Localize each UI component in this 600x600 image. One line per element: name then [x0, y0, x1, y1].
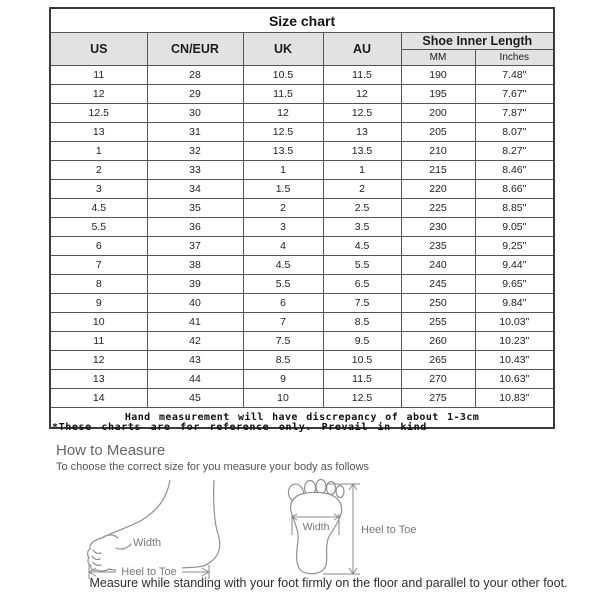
table-cell: 11 [50, 66, 147, 85]
table-cell: 45 [147, 389, 243, 408]
table-cell: 13.5 [323, 142, 401, 161]
table-cell: 9 [243, 370, 323, 389]
table-cell: 7 [50, 256, 147, 275]
table-cell: 9.5 [323, 332, 401, 351]
table-cell: 255 [401, 313, 475, 332]
table-row [50, 199, 554, 218]
table-cell: 10.43" [475, 351, 554, 370]
col-group-shoe-inner-length: Shoe Inner Length [401, 33, 554, 50]
table-cell: 43 [147, 351, 243, 370]
table-cell: 205 [401, 123, 475, 142]
foot-side-sketch [88, 480, 220, 571]
table-cell: 7 [243, 313, 323, 332]
col-header-mm: MM [401, 50, 475, 66]
table-cell: 12 [50, 85, 147, 104]
table-row [50, 66, 554, 85]
table-cell: 10 [243, 389, 323, 408]
table-cell: 3 [243, 218, 323, 237]
table-row [50, 313, 554, 332]
table-cell: 4.5 [323, 237, 401, 256]
col-header-inches: Inches [475, 50, 554, 66]
table-cell: 2 [50, 161, 147, 180]
table-cell: 3 [50, 180, 147, 199]
table-row [50, 104, 554, 123]
table-cell: 9.05" [475, 218, 554, 237]
size-chart-table [49, 7, 555, 429]
table-row [50, 237, 554, 256]
measure-caption: Measure while standing with your foot firmly on the floor and parallel to your other foot. [89, 576, 568, 590]
table-cell: 1 [50, 142, 147, 161]
table-cell: 11 [50, 332, 147, 351]
table-cell: 28 [147, 66, 243, 85]
table-cell: 4.5 [243, 256, 323, 275]
table-cell: 42 [147, 332, 243, 351]
table-cell: 31 [147, 123, 243, 142]
size-table-body [50, 66, 554, 408]
table-cell: 7.48" [475, 66, 554, 85]
table-cell: 9.44" [475, 256, 554, 275]
table-cell: 5.5 [323, 256, 401, 275]
table-cell: 195 [401, 85, 475, 104]
table-cell: 1 [243, 161, 323, 180]
table-cell: 6.5 [323, 275, 401, 294]
footprint-heel-to-toe-dimension [323, 484, 416, 574]
reference-note: *These charts are for reference only. Prevail in kind [52, 422, 427, 433]
table-row [50, 123, 554, 142]
table-cell: 35 [147, 199, 243, 218]
table-cell: 32 [147, 142, 243, 161]
table-cell: 190 [401, 66, 475, 85]
table-row [50, 351, 554, 370]
table-cell: 13 [323, 123, 401, 142]
table-cell: 220 [401, 180, 475, 199]
table-cell: 7.87" [475, 104, 554, 123]
table-cell: 12.5 [50, 104, 147, 123]
table-cell: 8.46" [475, 161, 554, 180]
table-cell: 6 [243, 294, 323, 313]
table-cell: 260 [401, 332, 475, 351]
table-row [50, 389, 554, 408]
table-row [50, 180, 554, 199]
table-cell: 12.5 [323, 389, 401, 408]
table-cell: 9.25" [475, 237, 554, 256]
col-header-cn-eur: CN/EUR [147, 33, 243, 66]
foot-side-view-diagram [86, 480, 236, 582]
table-cell: 5.5 [243, 275, 323, 294]
table-cell: 270 [401, 370, 475, 389]
table-cell: 2 [323, 180, 401, 199]
table-cell: 245 [401, 275, 475, 294]
table-cell: 6 [50, 237, 147, 256]
table-cell: 200 [401, 104, 475, 123]
table-cell: 275 [401, 389, 475, 408]
table-cell: 11.5 [323, 370, 401, 389]
table-cell: 235 [401, 237, 475, 256]
table-cell: 2 [243, 199, 323, 218]
table-cell: 4.5 [50, 199, 147, 218]
table-title: Size chart [50, 8, 554, 33]
table-row [50, 142, 554, 161]
table-cell: 8.07" [475, 123, 554, 142]
table-cell: 265 [401, 351, 475, 370]
table-cell: 7.5 [323, 294, 401, 313]
table-cell: 10 [50, 313, 147, 332]
table-cell: 29 [147, 85, 243, 104]
table-cell: 7.5 [243, 332, 323, 351]
table-row [50, 370, 554, 389]
table-cell: 13 [50, 123, 147, 142]
table-cell: 210 [401, 142, 475, 161]
table-header-row [50, 33, 554, 50]
table-cell: 41 [147, 313, 243, 332]
how-to-measure-intro: To choose the correct size for you measure your body as follows [56, 461, 370, 473]
table-footer-note: Hand measurement will have discrepancy of about 1-3cm [50, 408, 554, 429]
table-cell: 230 [401, 218, 475, 237]
table-cell: 44 [147, 370, 243, 389]
table-cell: 8 [50, 275, 147, 294]
table-cell: 8.66" [475, 180, 554, 199]
col-header-us: US [50, 33, 147, 66]
side-heel-to-toe-label: Heel to Toe [121, 566, 177, 578]
table-cell: 34 [147, 180, 243, 199]
table-cell: 250 [401, 294, 475, 313]
table-cell: 8.27" [475, 142, 554, 161]
table-cell: 240 [401, 256, 475, 275]
table-cell: 9 [50, 294, 147, 313]
table-cell: 10.5 [323, 351, 401, 370]
table-cell: 10.83" [475, 389, 554, 408]
table-cell: 2.5 [323, 199, 401, 218]
table-cell: 40 [147, 294, 243, 313]
table-cell: 38 [147, 256, 243, 275]
table-cell: 7.67" [475, 85, 554, 104]
table-row [50, 332, 554, 351]
table-cell: 12 [323, 85, 401, 104]
table-cell: 8.5 [323, 313, 401, 332]
table-cell: 10.63" [475, 370, 554, 389]
table-cell: 39 [147, 275, 243, 294]
table-cell: 1.5 [243, 180, 323, 199]
footprint-width-label: Width [302, 521, 330, 533]
table-cell: 12.5 [323, 104, 401, 123]
table-cell: 9.65" [475, 275, 554, 294]
table-cell: 13.5 [243, 142, 323, 161]
table-cell: 13 [50, 370, 147, 389]
table-cell: 33 [147, 161, 243, 180]
table-row [50, 294, 554, 313]
table-cell: 10.5 [243, 66, 323, 85]
table-cell: 1 [323, 161, 401, 180]
table-cell: 37 [147, 237, 243, 256]
table-cell: 8.5 [243, 351, 323, 370]
table-cell: 36 [147, 218, 243, 237]
how-to-measure-heading: How to Measure [56, 442, 166, 459]
table-row [50, 85, 554, 104]
table-cell: 215 [401, 161, 475, 180]
footprint-top-view-diagram [283, 478, 433, 583]
table-cell: 10.23" [475, 332, 554, 351]
side-width-label: Width [133, 537, 162, 549]
table-cell: 12 [243, 104, 323, 123]
table-cell: 3.5 [323, 218, 401, 237]
table-cell: 12.5 [243, 123, 323, 142]
table-cell: 5.5 [50, 218, 147, 237]
table-cell: 225 [401, 199, 475, 218]
col-header-uk: UK [243, 33, 323, 66]
table-title-row [50, 8, 554, 33]
table-row [50, 275, 554, 294]
table-cell: 4 [243, 237, 323, 256]
table-cell: 10.03" [475, 313, 554, 332]
table-cell: 8.85" [475, 199, 554, 218]
table-cell: 14 [50, 389, 147, 408]
table-cell: 30 [147, 104, 243, 123]
table-row [50, 161, 554, 180]
table-row [50, 256, 554, 275]
table-row [50, 218, 554, 237]
col-header-au: AU [323, 33, 401, 66]
table-cell: 12 [50, 351, 147, 370]
table-cell: 11.5 [243, 85, 323, 104]
footprint-heel-to-toe-label: Heel to Toe [361, 524, 417, 536]
table-cell: 11.5 [323, 66, 401, 85]
table-cell: 9.84" [475, 294, 554, 313]
